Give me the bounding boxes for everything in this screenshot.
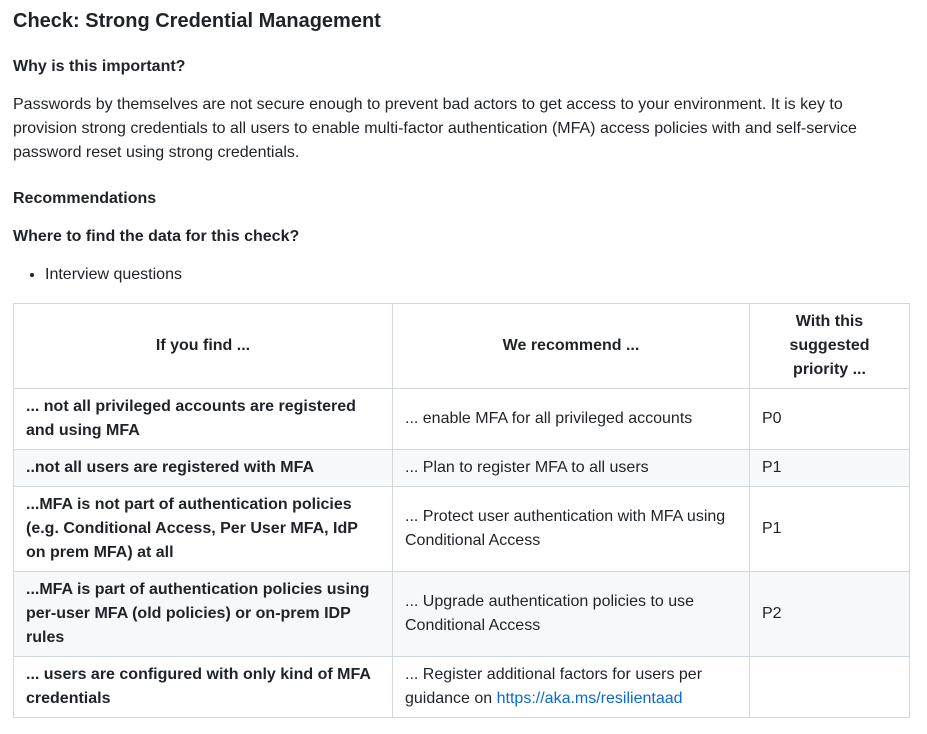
- cell-priority: P1: [750, 450, 910, 487]
- cell-recommend: ... Upgrade authentication policies to use Conditional Access: [393, 572, 750, 657]
- table-row: [14, 657, 910, 718]
- table-row: [14, 450, 910, 487]
- table-row: [14, 572, 910, 657]
- header-recommend: We recommend ...: [393, 304, 750, 389]
- cell-find: ...MFA is part of authentication policies using per-user MFA (old policies) or on-prem IDP rules: [14, 572, 393, 657]
- cell-recommend-text: ... Register additional factors for users per guidance on: [405, 666, 703, 707]
- why-text: Passwords by themselves are not secure enough to prevent bad actors to get access to your environment. It is key to provision strong credentials to all users to enable multi-factor authentication (MFA) access policies with and self-service password reset using strong credentials.: [13, 96, 857, 161]
- table-row: [14, 389, 910, 450]
- cell-priority: P1: [750, 487, 910, 572]
- list-item: • Interview questions: [45, 263, 909, 287]
- cell-priority: P2: [750, 572, 910, 657]
- cell-find: ... not all privileged accounts are registered and using MFA: [14, 389, 393, 450]
- table-row: [14, 487, 910, 572]
- resilientaad-link[interactable]: https://aka.ms/resilientaad: [496, 690, 683, 707]
- cell-find: ..not all users are registered with MFA: [14, 450, 393, 487]
- cell-recommend: ... Protect user authentication with MFA using Conditional Access: [393, 487, 750, 572]
- page-title: Check: Strong Credential Management: [13, 10, 381, 32]
- cell-recommend: ... enable MFA for all privileged accounts: [393, 389, 750, 450]
- table-header-row: [14, 304, 910, 389]
- cell-priority: [750, 657, 910, 718]
- header-priority: With this suggested priority ...: [750, 304, 910, 389]
- cell-priority: P0: [750, 389, 910, 450]
- where-heading: Where to find the data for this check?: [13, 228, 300, 245]
- cell-recommend: [393, 657, 750, 718]
- why-heading: Why is this important?: [13, 58, 186, 75]
- sources-list: [13, 263, 909, 287]
- cell-recommend: ... Plan to register MFA to all users: [393, 450, 750, 487]
- header-find: If you find ...: [14, 304, 393, 389]
- cell-find: ... users are configured with only kind of MFA credentials: [14, 657, 393, 718]
- recommendations-heading: Recommendations: [13, 190, 157, 207]
- cell-find: ...MFA is not part of authentication policies (e.g. Conditional Access, Per User MFA, IdP on prem MFA) at all: [14, 487, 393, 572]
- recommendations-table: [13, 303, 910, 718]
